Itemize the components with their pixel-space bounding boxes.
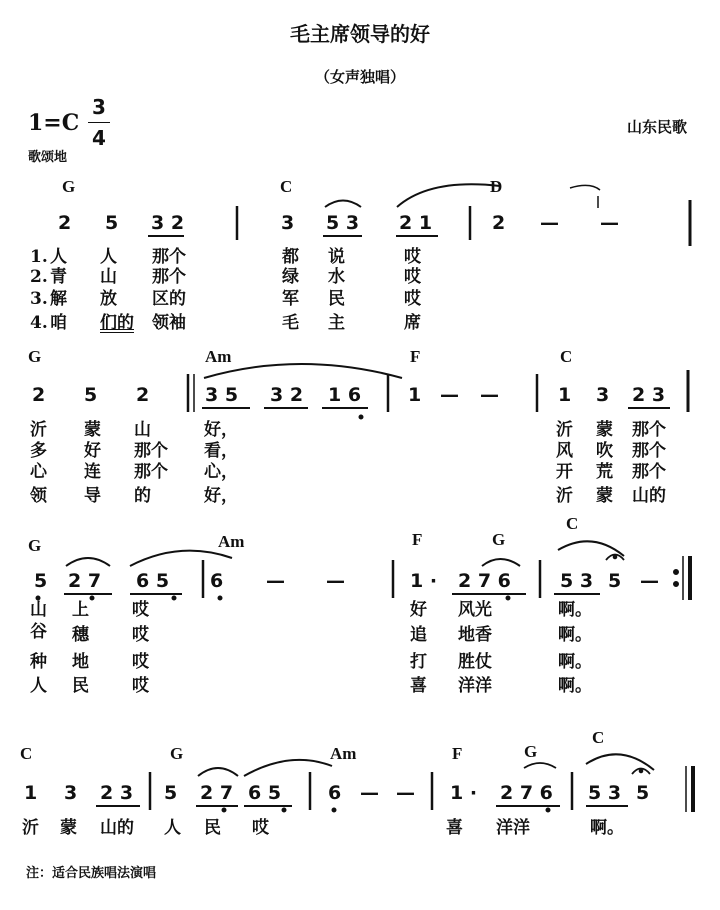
jianpu-note: 3 bbox=[64, 782, 78, 804]
jianpu-note: 6 bbox=[328, 782, 342, 804]
jianpu-note: 1 6 bbox=[328, 384, 362, 406]
lyric: 洋洋 bbox=[458, 676, 492, 696]
slur bbox=[130, 551, 232, 566]
jianpu-note: 1 · bbox=[410, 570, 438, 592]
lyric: 毛 bbox=[282, 313, 299, 333]
lyric: 人 bbox=[30, 676, 47, 696]
lyric: 好， bbox=[204, 420, 238, 440]
lyric: 胜仗 bbox=[458, 652, 492, 672]
chord-symbol: G bbox=[492, 530, 506, 549]
lyric: 啊。 bbox=[558, 625, 592, 645]
jianpu-dash: — bbox=[480, 384, 499, 406]
lyric: 追 bbox=[410, 625, 427, 645]
lyric: 地香 bbox=[458, 625, 492, 645]
song-title: 毛主席领导的好 bbox=[290, 22, 430, 46]
fermata-dot bbox=[613, 555, 617, 559]
lyric: 啊。 bbox=[558, 652, 592, 672]
lyric: 人 bbox=[50, 247, 67, 267]
lyric: 山 bbox=[30, 600, 47, 620]
lyric: 水 bbox=[328, 267, 345, 287]
octave-dot bbox=[506, 596, 510, 600]
jianpu-dash: — bbox=[396, 782, 415, 804]
jianpu-note: 2 bbox=[136, 384, 150, 406]
chord-symbol: C bbox=[560, 347, 573, 366]
lyric: 领 bbox=[30, 486, 47, 506]
lyric: 打 bbox=[410, 652, 427, 672]
chord-symbol: Am bbox=[218, 532, 245, 551]
lyric: 哎 bbox=[404, 267, 421, 287]
repeat-dot bbox=[674, 582, 679, 587]
lyric: 们的 bbox=[100, 313, 134, 333]
lyric: 开 bbox=[556, 462, 573, 482]
jianpu-note: 6 5 bbox=[136, 570, 170, 592]
lyric: 沂 bbox=[556, 420, 573, 440]
lyric: 绿 bbox=[282, 267, 299, 287]
jianpu-note: 5 bbox=[608, 570, 622, 592]
jianpu-note: 2 1 bbox=[399, 212, 433, 234]
lyric: 好， bbox=[204, 486, 238, 506]
jianpu-note: 1 · bbox=[450, 782, 478, 804]
lyric: 喜 bbox=[410, 676, 427, 696]
lyric: 那个 bbox=[152, 247, 186, 267]
lyric: 哎 bbox=[132, 600, 149, 620]
chord-symbol: Am bbox=[330, 744, 357, 763]
lyric: 咱 bbox=[50, 313, 67, 333]
chord-symbol: Am bbox=[205, 347, 232, 366]
jianpu-note: 3 bbox=[596, 384, 610, 406]
lyric: 青 bbox=[50, 267, 67, 287]
chord-symbol: C bbox=[566, 514, 579, 533]
lyric: 军 bbox=[282, 289, 299, 309]
octave-dot bbox=[282, 808, 286, 812]
lyric: 那个 bbox=[134, 462, 168, 482]
lyric: 洋洋 bbox=[496, 818, 530, 838]
verse-number: 4. bbox=[30, 313, 48, 333]
lyric: 种 bbox=[30, 652, 47, 672]
time-signature-top: 3 bbox=[92, 95, 106, 119]
lyric: 人 bbox=[164, 818, 181, 838]
lyric: 席 bbox=[404, 313, 421, 333]
lyric: 啊。 bbox=[590, 818, 624, 838]
slur bbox=[66, 558, 110, 566]
lyric: 连 bbox=[84, 462, 101, 482]
lyric: 风光 bbox=[458, 600, 492, 620]
octave-dot bbox=[90, 596, 94, 600]
lyric: 山 bbox=[100, 267, 117, 287]
jianpu-note: 2 bbox=[32, 384, 46, 406]
song-subtitle: （女声独唱） bbox=[314, 68, 405, 86]
lyric: 导 bbox=[84, 486, 101, 506]
song-origin: 山东民歌 bbox=[627, 118, 688, 136]
chord-symbol: G bbox=[28, 536, 42, 555]
lyric: 看， bbox=[204, 441, 238, 461]
chord-symbol: G bbox=[170, 744, 184, 763]
lyric: 哎 bbox=[404, 289, 421, 309]
jianpu-note: 3 bbox=[281, 212, 295, 234]
jianpu-note: 6 5 bbox=[248, 782, 282, 804]
lyric: 民 bbox=[72, 676, 89, 696]
lyric: 心， bbox=[204, 462, 238, 482]
jianpu-note: 2 7 6 bbox=[500, 782, 553, 804]
slur bbox=[524, 763, 556, 768]
fermata-dot bbox=[639, 769, 643, 773]
lyric: 民 bbox=[328, 289, 345, 309]
jianpu-note: 2 7 bbox=[200, 782, 234, 804]
lyric: 啊。 bbox=[558, 600, 592, 620]
repeat-dot bbox=[674, 570, 679, 575]
lyric: 蒙 bbox=[596, 486, 613, 506]
lyric: 蒙 bbox=[60, 818, 77, 838]
octave-dot bbox=[359, 415, 363, 419]
lyric: 心 bbox=[30, 462, 47, 482]
lyric: 那个 bbox=[632, 420, 666, 440]
chord-symbol: G bbox=[62, 177, 76, 196]
chord-symbol: C bbox=[592, 728, 605, 747]
lyric: 那个 bbox=[152, 267, 186, 287]
jianpu-note: 5 bbox=[84, 384, 98, 406]
lyric: 都 bbox=[282, 247, 299, 267]
slur bbox=[586, 754, 654, 770]
lyric: 山的 bbox=[632, 486, 666, 506]
lyric: 沂 bbox=[30, 420, 47, 440]
octave-dot bbox=[222, 808, 226, 812]
lyric: 沂 bbox=[556, 486, 573, 506]
key-signature: 1=C bbox=[28, 110, 80, 136]
lyric: 风 bbox=[556, 441, 573, 461]
jianpu-note: 2 3 bbox=[632, 384, 666, 406]
lyric: 谷 bbox=[30, 622, 47, 642]
octave-dot bbox=[546, 808, 550, 812]
octave-dot bbox=[36, 596, 40, 600]
chord-symbol: F bbox=[412, 530, 423, 549]
jianpu-dash: — bbox=[600, 212, 619, 234]
lyric: 山 bbox=[134, 420, 151, 440]
lyric: 哎 bbox=[132, 652, 149, 672]
slur bbox=[244, 760, 332, 776]
jianpu-note: 5 3 bbox=[560, 570, 594, 592]
lyric: 民 bbox=[204, 818, 221, 838]
lyric: 多 bbox=[30, 441, 47, 461]
jianpu-note: 6 bbox=[210, 570, 224, 592]
lyric: 哎 bbox=[404, 247, 421, 267]
jianpu-note: 1 bbox=[408, 384, 422, 406]
lyric: 沂 bbox=[22, 818, 39, 838]
jianpu-note: 3 5 bbox=[205, 384, 239, 406]
jianpu-dash: — bbox=[640, 570, 659, 592]
jianpu-note: 2 3 bbox=[100, 782, 134, 804]
jianpu-note: 2 7 6 bbox=[458, 570, 511, 592]
chord-symbol: C bbox=[20, 744, 33, 763]
octave-dot bbox=[218, 596, 222, 600]
lyric: 放 bbox=[100, 289, 117, 309]
lyric: 山的 bbox=[100, 818, 134, 838]
lyric: 上 bbox=[72, 600, 89, 620]
lyric: 哎 bbox=[132, 676, 149, 696]
lyric: 蒙 bbox=[596, 420, 613, 440]
slur bbox=[204, 364, 402, 378]
jianpu-note: 5 bbox=[105, 212, 119, 234]
jianpu-dash: — bbox=[440, 384, 459, 406]
chord-symbol: G bbox=[524, 742, 538, 761]
chord-symbol: F bbox=[410, 347, 421, 366]
slur bbox=[570, 185, 600, 190]
jianpu-note: 3 2 bbox=[151, 212, 185, 234]
jianpu-note: 5 bbox=[164, 782, 178, 804]
slur bbox=[397, 184, 500, 207]
lyric: 吹 bbox=[596, 441, 613, 461]
jianpu-note: 1 bbox=[558, 384, 572, 406]
jianpu-note: 1 bbox=[24, 782, 38, 804]
performance-note: 注：适合民族唱法演唱 bbox=[26, 866, 157, 881]
jianpu-note: 5 bbox=[636, 782, 650, 804]
chord-symbol: F bbox=[452, 744, 463, 763]
chord-symbol: C bbox=[280, 177, 293, 196]
jianpu-note: 2 bbox=[492, 212, 506, 234]
lyric: 的 bbox=[134, 486, 151, 506]
lyric: 那个 bbox=[632, 441, 666, 461]
chord-symbol: D bbox=[490, 177, 503, 196]
slur bbox=[482, 559, 520, 566]
jianpu-note: 3 2 bbox=[270, 384, 304, 406]
octave-dot bbox=[332, 808, 336, 812]
verse-number: 1. bbox=[30, 247, 48, 267]
tempo-marking: 歌颂地 bbox=[28, 150, 68, 165]
jianpu-note: 5 bbox=[34, 570, 48, 592]
lyric: 人 bbox=[100, 247, 117, 267]
jianpu-dash: — bbox=[540, 212, 559, 234]
lyric: 荒 bbox=[596, 462, 613, 482]
lyric: 啊。 bbox=[558, 676, 592, 696]
lyric: 穗 bbox=[72, 625, 89, 645]
jianpu-note: 5 3 bbox=[326, 212, 360, 234]
lyric: 那个 bbox=[632, 462, 666, 482]
lyric: 主 bbox=[328, 313, 345, 333]
lyric: 区的 bbox=[152, 289, 186, 309]
jianpu-dash: — bbox=[266, 570, 285, 592]
time-signature-bottom: 4 bbox=[92, 126, 106, 150]
lyric: 解 bbox=[50, 289, 67, 309]
lyric: 那个 bbox=[134, 441, 168, 461]
lyric: 地 bbox=[72, 652, 89, 672]
verse-number: 3. bbox=[30, 289, 48, 309]
lyric: 好 bbox=[84, 441, 101, 461]
jianpu-note: 2 bbox=[58, 212, 72, 234]
lyric: 蒙 bbox=[84, 420, 101, 440]
lyric: 哎 bbox=[132, 625, 149, 645]
lyric: 哎 bbox=[252, 818, 269, 838]
slur bbox=[325, 201, 361, 208]
slur bbox=[198, 768, 238, 776]
jianpu-dash: — bbox=[326, 570, 345, 592]
lyric: 喜 bbox=[446, 818, 463, 838]
jianpu-note: 2 7 bbox=[68, 570, 102, 592]
chord-symbol: G bbox=[28, 347, 42, 366]
verse-number: 2. bbox=[30, 267, 48, 287]
jianpu-note: 5 3 bbox=[588, 782, 622, 804]
lyric: 好 bbox=[410, 600, 427, 620]
lyric: 领袖 bbox=[152, 313, 186, 333]
jianpu-dash: — bbox=[360, 782, 379, 804]
octave-dot bbox=[172, 596, 176, 600]
lyric: 说 bbox=[328, 247, 345, 267]
